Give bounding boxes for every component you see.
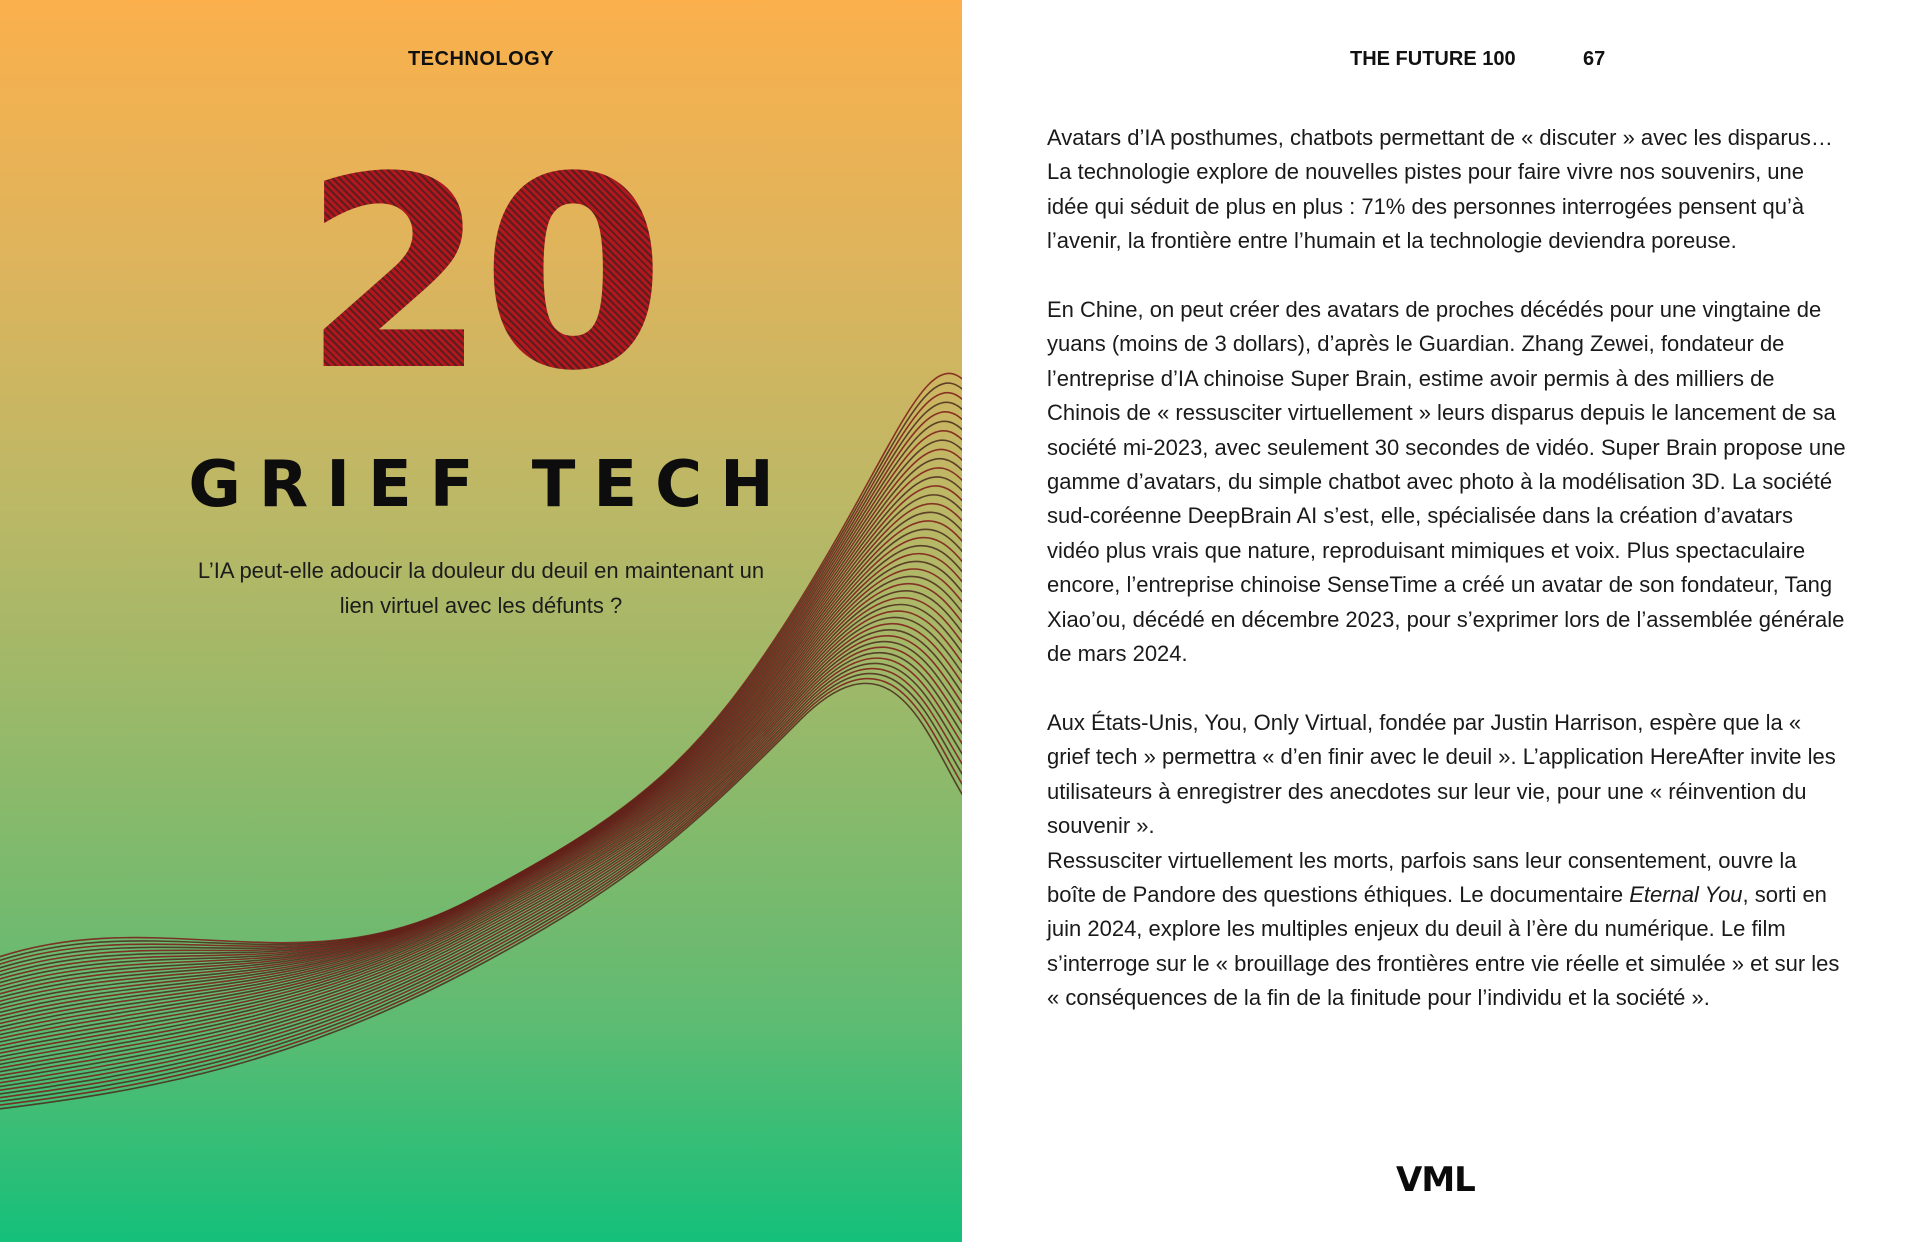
wave-line [0, 653, 962, 1088]
ethics-text-start: Ressusciter virtuellement les morts, parfois sans leur consentement, ouvre la boîte de Pandore des questions éthiques. Le documentaire [1047, 847, 1797, 907]
paragraph-usa: Aux États-Unis, You, Only Virtual, fondée par Justin Harrison, espère que la « grief tech » permettra « d’en finir avec le deuil ». L’application HereAfter invite les utilisateurs à enregistrer des anecdotes sur leur vie, pour une « réinvention du souvenir ». [1047, 709, 1836, 839]
page-number: 67 [1583, 48, 1606, 70]
trend-number: 20 [0, 140, 962, 410]
wave-line [0, 642, 962, 1081]
wave-line [0, 636, 962, 1077]
section-label: TECHNOLOGY [407, 48, 555, 70]
wave-line [0, 647, 962, 1084]
paragraph-china: En Chine, on peut créer des avatars de proches décédés pour une vingtaine de yuans (moins de 3 dollars), d’après le Guardian. Zhang Zewei, fondateur de l’entreprise d’IA chinoise Super Brain, estime avoir permis à des milliers de Chinois de « ressusciter virtuellement » leurs disparus depuis le lancement de sa société mi-2023, avec seulement 30 secondes de vidéo. Super Brain propose une gamme d’avatars, du simple chatbot avec photo à la modélisation 3D. La société sud-coréenne DeepBrain AI s’est, elle, spécialisée dans la création d’avatars vidéo plus vrais que nature, reproduisant mimiques et voix. Plus spectaculaire encore, l’entreprise chinoise SenseTime a créé un avatar de son fondateur, Tang Xiao’ou, décédé en décembre 2023, pour s’exprimer lors de l’assemblée générale de mars 2024. [1047, 297, 1846, 667]
paragraph-ethics [1047, 844, 1847, 1016]
publication-name: THE FUTURE 100 [1350, 48, 1516, 70]
paragraph-intro: Avatars d’IA posthumes, chatbots permettant de « discuter » avec les disparus… La technologie explore de nouvelles pistes pour faire vivre nos souvenirs, une idée qui séduit de plus en plus : 71% des personnes interrogées pensent qu’à l’avenir, la frontière entre l’humain et la technologie deviendra poreuse. [1047, 125, 1833, 254]
article-body [1047, 121, 1847, 1016]
wave-line [0, 591, 962, 1052]
wave-line [0, 598, 962, 1055]
wave-line [0, 459, 962, 993]
film-title: Eternal You [1629, 881, 1743, 907]
wave-line [0, 658, 962, 1092]
wave-line [0, 663, 962, 1095]
trend-title: GRIEF TECH [188, 448, 792, 522]
wave-line [0, 630, 962, 1074]
vml-logo: VML [1396, 1160, 1475, 1200]
ethics-text-end: , sorti en juin 2024, explore les multiples enjeux du deuil à l’ère du numérique. Le film s’interroge sur le « brouillage des frontières entre vie réelle et simulée » et sur les « conséquences de la fin de la finitude pour l’individu et la société ». [1047, 881, 1840, 1011]
trend-subtitle: L’IA peut-elle adoucir la douleur du deuil en maintenant un lien virtuel avec les défunts ? [197, 558, 765, 618]
right-page [962, 0, 1920, 1242]
